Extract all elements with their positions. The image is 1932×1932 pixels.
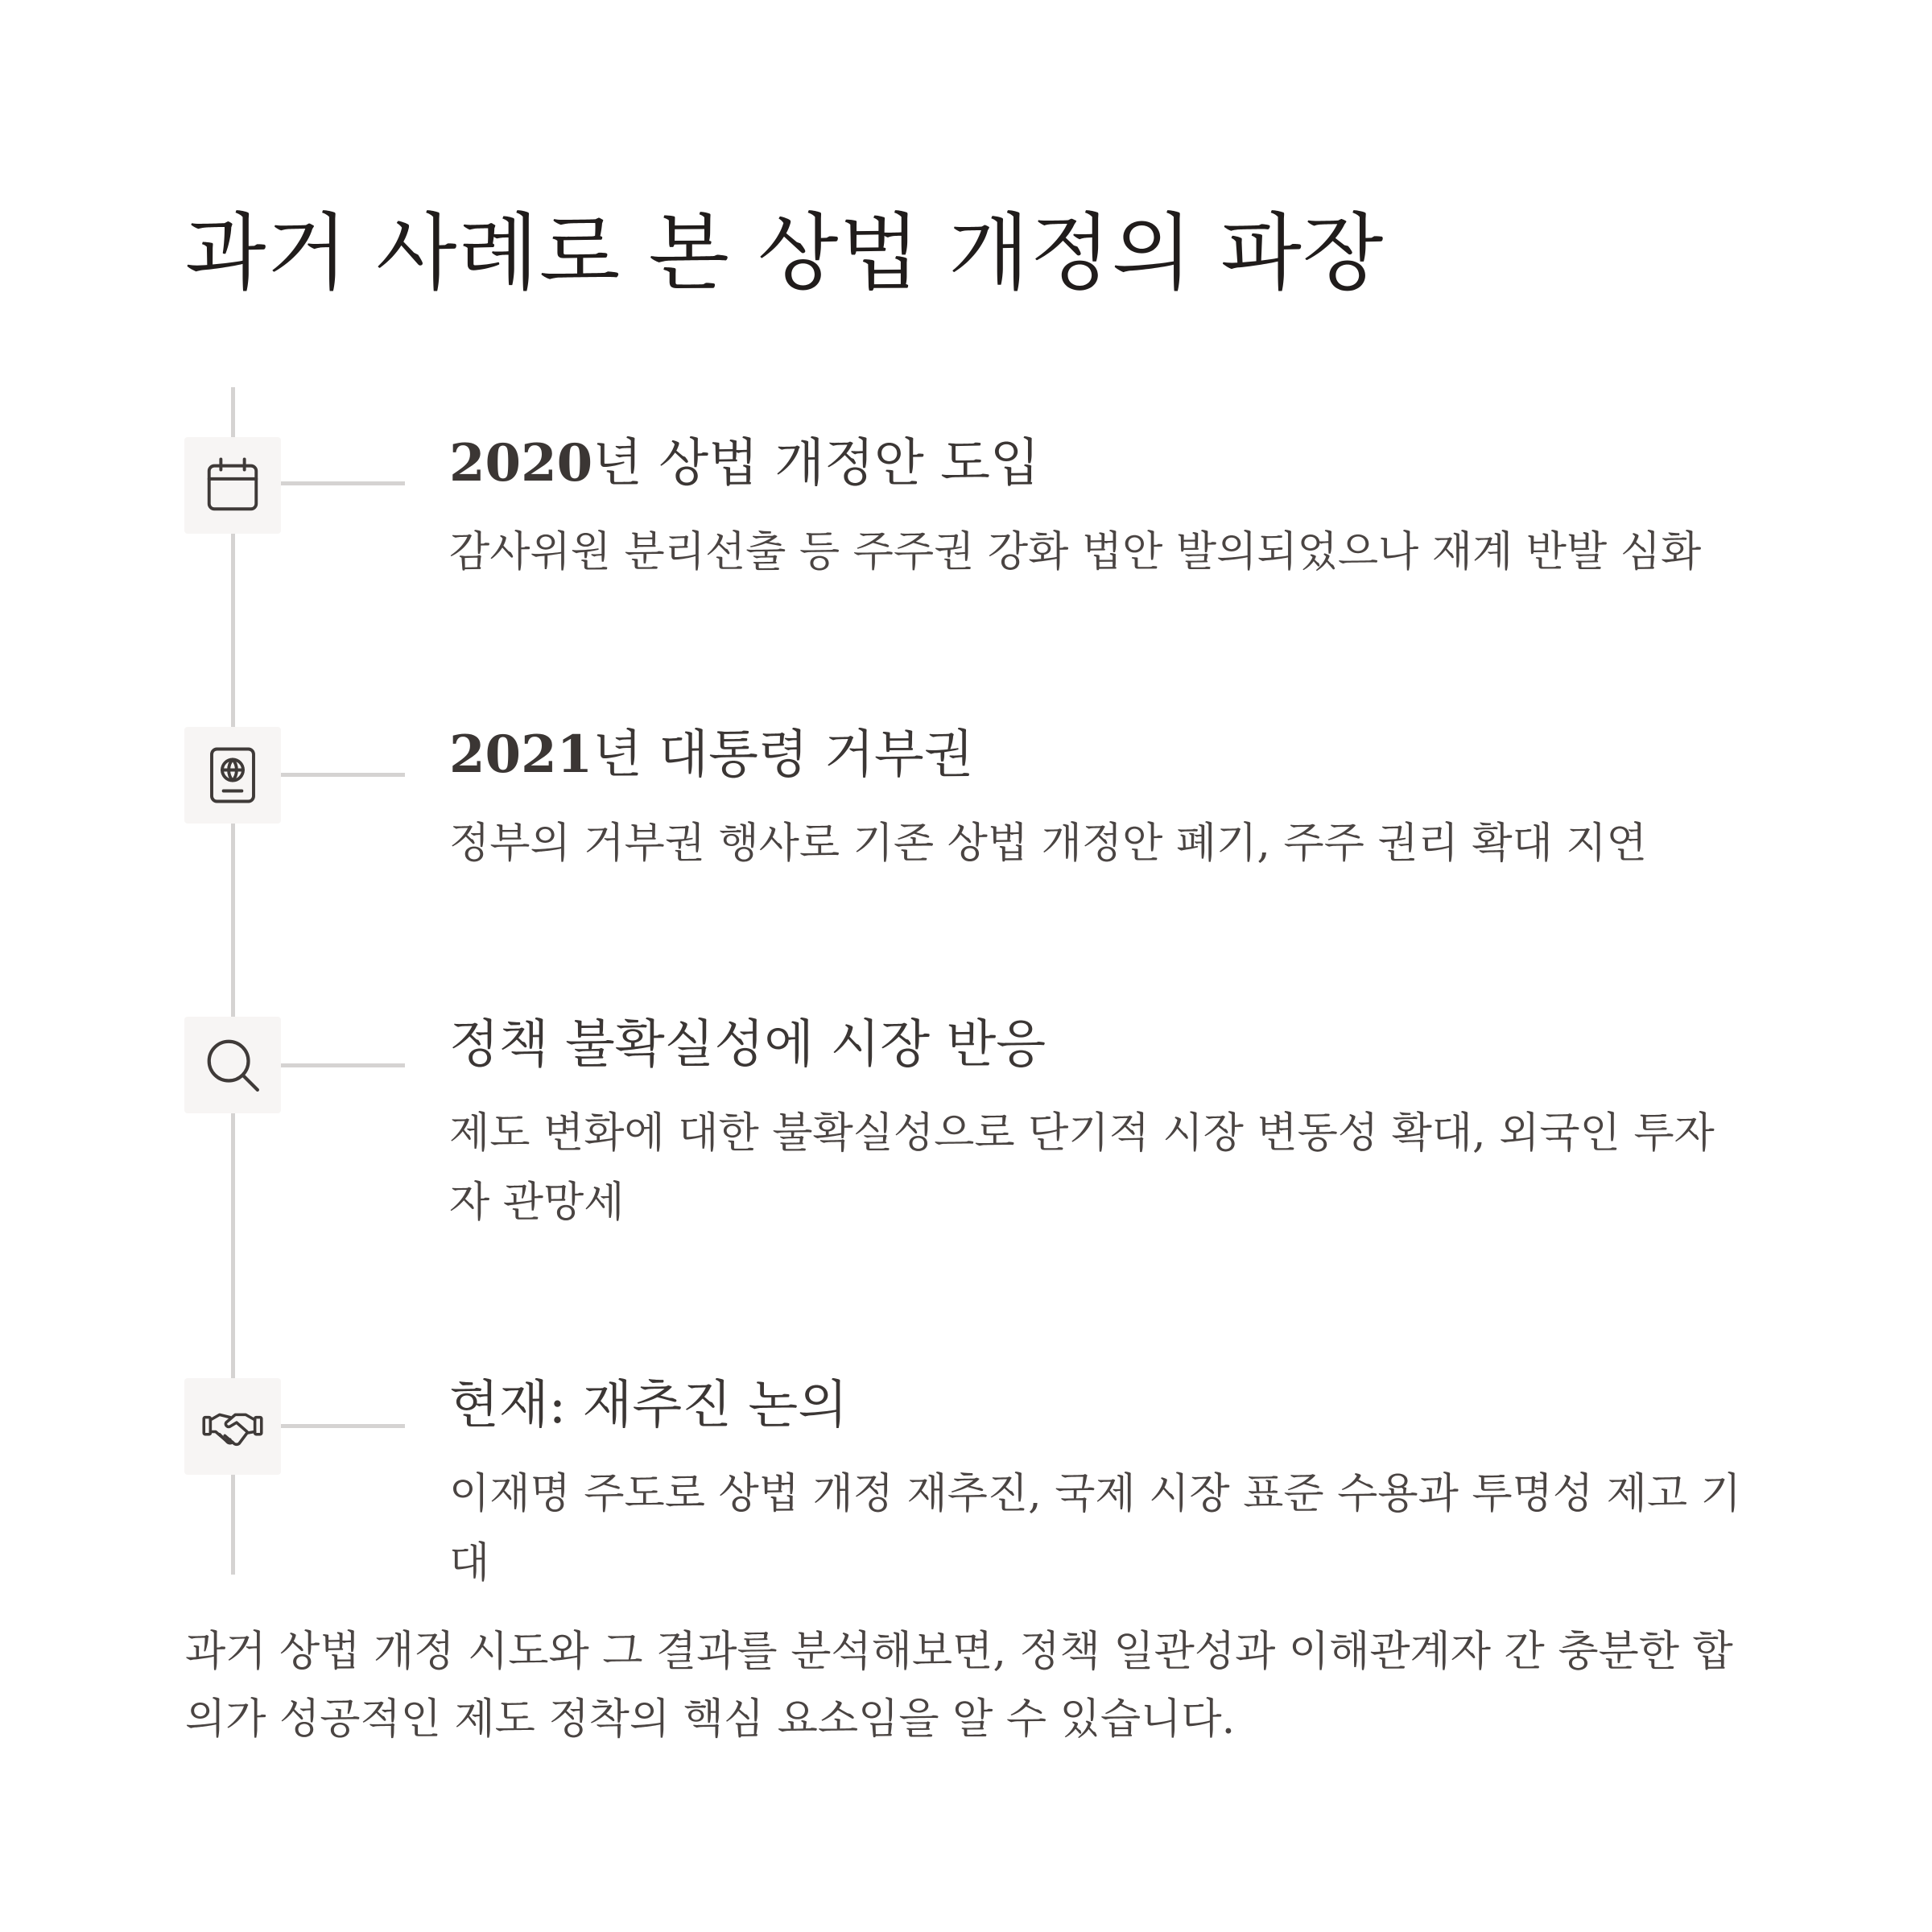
calendar-icon <box>201 454 264 517</box>
search-icon <box>201 1034 264 1096</box>
connector-line <box>281 1063 405 1067</box>
handshake-icon <box>201 1395 264 1458</box>
icon-box <box>184 1378 281 1475</box>
timeline-item-title: 현재: 재추진 논의 <box>449 1376 848 1435</box>
timeline-item-title: 2021년 대통령 거부권 <box>449 724 974 785</box>
icon-box <box>184 1017 281 1113</box>
connector-line <box>281 481 405 485</box>
year-number: 2021 <box>449 724 593 785</box>
passport-icon <box>201 744 264 807</box>
timeline-item-description: 제도 변화에 대한 불확실성으로 단기적 시장 변동성 확대, 외국인 투자자 관망세 <box>449 1109 1715 1227</box>
connector-line <box>281 1424 405 1428</box>
icon-box <box>184 437 281 534</box>
connector-line <box>281 773 405 777</box>
timeline-item-description: 이재명 주도로 상법 개정 재추진, 국제 시장 표준 수용과 투명성 제고 기대 <box>449 1470 1741 1587</box>
timeline-item-title: 2020년 상법 개정안 도입 <box>449 433 1040 493</box>
summary-text: 과거 상법 개정 시도와 그 결과를 분석해보면, 정책 일관성과 이해관계자 간 충분한 합의가 성공적인 제도 정착의 핵심 요소임을 알 수 있습니다. <box>185 1628 1733 1744</box>
timeline-item-description: 감사위원 분리선출 등 주주권 강화 법안 발의되었으나 재계 반발 심화 <box>449 528 1702 576</box>
timeline-item-description: 정부의 거부권 행사로 기존 상법 개정안 폐기, 주주 권리 확대 지연 <box>449 819 1647 868</box>
year-number: 2020 <box>449 433 593 493</box>
timeline-item-title: 정책 불확실성에 시장 반응 <box>449 1015 1046 1075</box>
page-title: 과거 사례로 본 상법 개정의 파장 <box>185 204 1385 302</box>
icon-box <box>184 727 281 824</box>
